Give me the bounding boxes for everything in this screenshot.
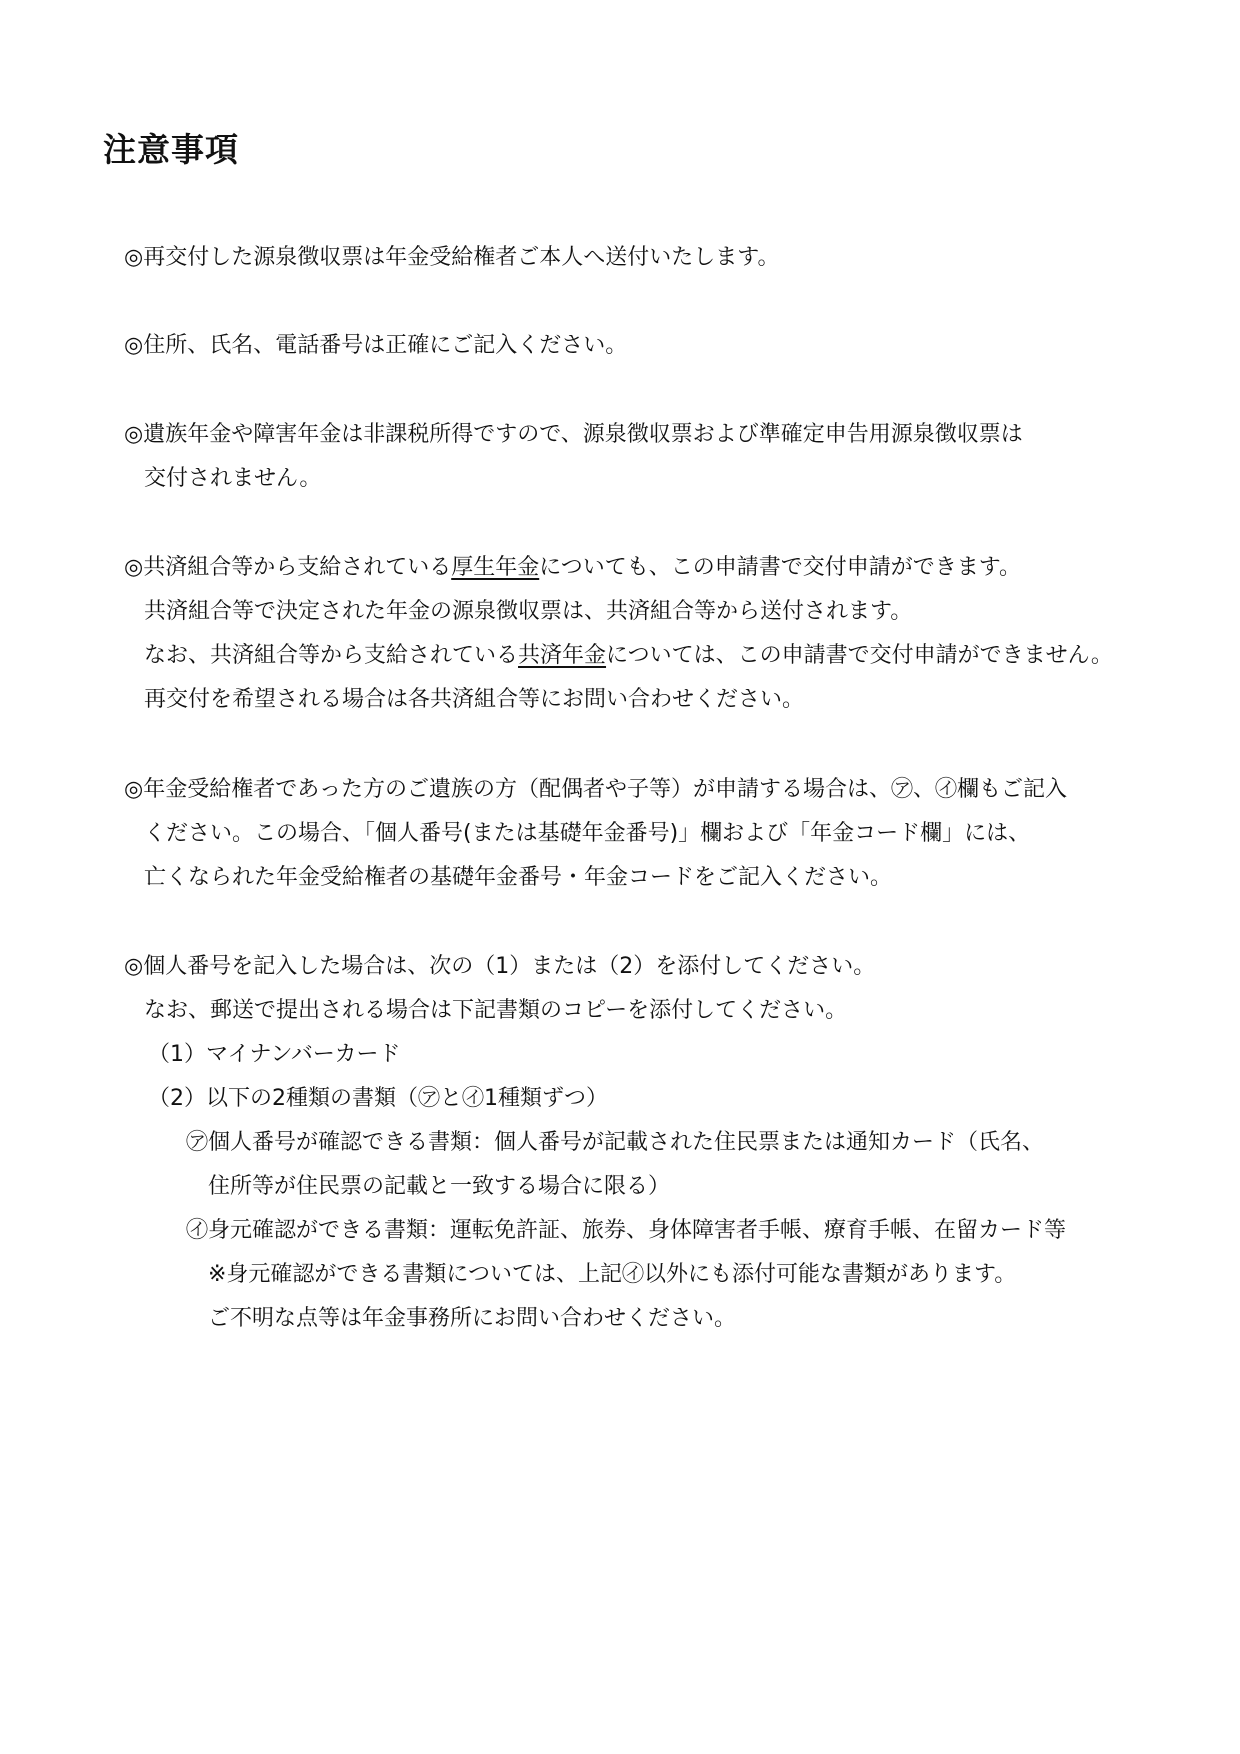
underlined-term-kosei-nenkin: 厚生年金 (451, 555, 540, 580)
notice-survivor-line-3: 亡くなられた年金受給権者の基礎年金番号・年金コードをご記入ください。 (144, 865, 893, 890)
notice-id-docs-option-1: （1）マイナンバーカード (148, 1042, 401, 1067)
notice-reissue-delivery: ◎再交付した源泉徴収票は年金受給権者ご本人へ送付いたします。 (124, 245, 780, 270)
text-segment: なお、共済組合等から支給されている (144, 643, 519, 668)
notice-id-docs-note: ※身元確認ができる書類については、上記㋑以外にも添付可能な書類があります。 (208, 1262, 1017, 1287)
notice-id-docs-line-1: ◎個人番号を記入した場合は、次の（1）または（2）を添付してください。 (124, 954, 876, 979)
notice-accurate-entry: ◎住所、氏名、電話番号は正確にご記入ください。 (124, 333, 628, 358)
page-title: 注意事項 (103, 130, 239, 169)
notice-mutual-aid-line-2: 共済組合等で決定された年金の源泉徴収票は、共済組合等から送付されます。 (144, 599, 913, 624)
notice-id-docs-inquiry: ご不明な点等は年金事務所にお問い合わせください。 (208, 1306, 737, 1331)
text-segment: については、この申請書で交付申請ができません。 (606, 643, 1113, 668)
notice-id-docs-item-b: ㋑身元確認ができる書類：運転免許証、旅券、身体障害者手帳、療育手帳、在留カード等 (186, 1218, 1067, 1243)
text-segment: ◎共済組合等から支給されている (124, 555, 452, 580)
text-segment: についても、この申請書で交付申請ができます。 (539, 555, 1022, 580)
notice-id-docs-option-2: （2）以下の2種類の書類（㋐と㋑1種類ずつ） (148, 1086, 608, 1111)
notice-mutual-aid-line-4: 再交付を希望される場合は各共済組合等にお問い合わせください。 (144, 687, 805, 712)
notice-tax-exempt-line-2: 交付されません。 (144, 466, 322, 491)
notice-id-docs-line-2: なお、郵送で提出される場合は下記書類のコピーを添付してください。 (144, 998, 848, 1023)
underlined-term-kyosai-nenkin: 共済年金 (518, 643, 607, 668)
notice-mutual-aid-line-3 (144, 641, 1113, 671)
notice-id-docs-item-a-cont: 住所等が住民票の記載と一致する場合に限る） (208, 1174, 671, 1199)
notice-survivor-line-1: ◎年金受給権者であった方のご遺族の方（配偶者や子等）が申請する場合は、㋐、㋑欄もご記入 (124, 777, 1067, 802)
notice-survivor-line-2: ください。この場合、「個人番号(または基礎年金番号)」欄および「年金コード欄」には、 (144, 821, 1031, 846)
notice-id-docs-item-a: ㋐個人番号が確認できる書類：個人番号が記載された住民票または通知カード（氏名、 (186, 1130, 1045, 1155)
notice-mutual-aid-line-1 (124, 553, 1021, 583)
notice-tax-exempt-line-1: ◎遺族年金や障害年金は非課税所得ですので、源泉徴収票および準確定申告用源泉徴収票は (124, 422, 1023, 447)
